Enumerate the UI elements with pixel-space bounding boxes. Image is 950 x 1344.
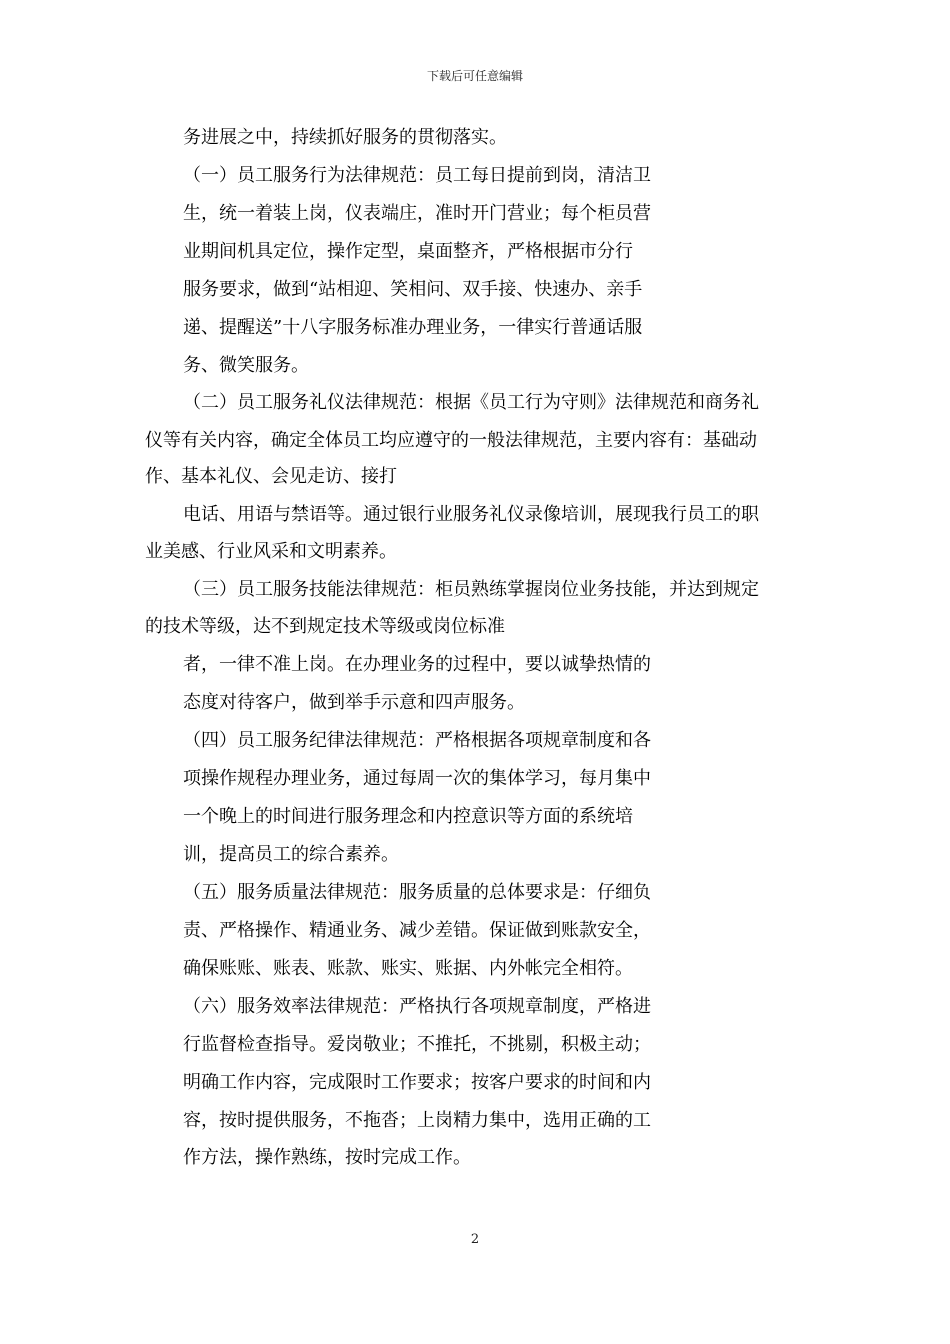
text-line: （二）员工服务礼仪法律规范：根据《员工行为守则》法律规范和商务礼 <box>183 392 759 413</box>
text-line: 容，按时提供服务，不拖沓；上岗精力集中，选用正确的工 <box>183 1110 651 1131</box>
text-line: （三）员工服务技能法律规范：柜员熟练掌握岗位业务技能，并达到规定 <box>183 579 759 600</box>
text-line: （四）员工服务纪律法律规范：严格根据各项规章制度和各 <box>183 730 651 751</box>
text-line: 行监督检查指导。爱岗敬业；不推托，不挑剔，积极主动； <box>183 1034 651 1055</box>
text-line: 训，提高员工的综合素养。 <box>183 844 399 865</box>
text-line: 态度对待客户，做到举手示意和四声服务。 <box>183 692 525 713</box>
text-line: 者，一律不准上岗。在办理业务的过程中，要以诚挚热情的 <box>183 654 651 675</box>
text-line: 生，统一着装上岗，仪表端庄，准时开门营业；每个柜员营 <box>183 203 651 224</box>
page-number: 2 <box>470 1232 480 1247</box>
text-line: 业期间机具定位，操作定型，桌面整齐，严格根据市分行 <box>183 241 633 262</box>
text-line: 作方法，操作熟练，按时完成工作。 <box>183 1147 471 1168</box>
text-line: （六）服务效率法律规范：严格执行各项规章制度，严格进 <box>183 996 651 1017</box>
text-line: 责、严格操作、精通业务、减少差错。保证做到账款安全， <box>183 920 651 941</box>
text-line: 确保账账、账表、账款、账实、账据、内外帐完全相符。 <box>183 958 633 979</box>
text-line: 务进展之中，持续抓好服务的贯彻落实。 <box>183 127 507 148</box>
text-line: 一个晚上的时间进行服务理念和内控意识等方面的系统培 <box>183 806 633 827</box>
text-line: 仪等有关内容，确定全体员工均应遵守的一般法律规范，主要内容有：基础动 <box>145 430 757 451</box>
text-line: （五）服务质量法律规范：服务质量的总体要求是：仔细负 <box>183 882 651 903</box>
text-line: 递、提醒送”十八字服务标准办理业务，一律实行普通话服 <box>183 317 643 338</box>
text-line: 服务要求，做到“站相迎、笑相问、双手接、快速办、亲手 <box>183 279 643 300</box>
text-line: 明确工作内容，完成限时工作要求；按客户要求的时间和内 <box>183 1072 651 1093</box>
text-line: 电话、用语与禁语等。通过银行业服务礼仪录像培训，展现我行员工的职 <box>183 504 759 525</box>
text-line: （一）员工服务行为法律规范：员工每日提前到岗，清洁卫 <box>183 165 651 186</box>
text-line: 项操作规程办理业务，通过每周一次的集体学习，每月集中 <box>183 768 651 789</box>
page-header: 下载后可任意编辑 <box>426 69 523 83</box>
text-line: 作、基本礼仪、会见走访、接打 <box>145 466 397 487</box>
text-line: 的技术等级，达不到规定技术等级或岗位标准 <box>145 616 505 637</box>
text-line: 业美感、行业风采和文明素养。 <box>145 541 397 562</box>
text-line: 务、微笑服务。 <box>183 355 309 376</box>
